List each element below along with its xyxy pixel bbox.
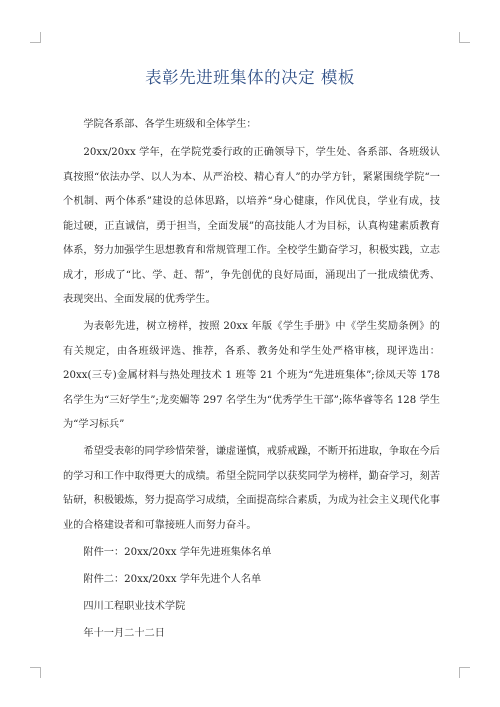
crop-mark-bottom-right (459, 667, 470, 678)
paragraph-3: 希望受表彰的同学珍惜荣誉，谦虚谨慎，戒骄戒躁，不断开拓进取，争取在今后的学习和工作中取得更大的成绩。希望全院同学以获奖同学为榜样，勤奋学习，刻苦钻研，积极锻炼，努力提高学习成绩，全面提高综合素质，为成为社会主义现代化事业的合格建设者和可靠接班人而努力奋斗。 (63, 446, 440, 531)
salutation: 学院各系部、各学生班级和全体学生： (83, 119, 257, 130)
organization-name: 四川工程职业技术学院 (83, 600, 186, 612)
attachment-1: 附件一：20xx/20xx 学年先进班集体名单 (83, 546, 272, 558)
crop-mark-bottom-left (30, 667, 41, 678)
paragraph-2: 为表彰先进，树立榜样，按照 20xx 年版《学生手册》中《学生奖励条例》的有关规定，由各班级评选、推荐，各系、教务处和学生处严格审核，现评选出：20xx(三专)金属材料与热处理技术 1 班等 21 个班为“先进班集体”;徐凤天等 178 名学生为“三好学生”;龙奕媚等 297 名学生为“优秀学生干部”;陈华睿等名 128 学生为“学习标兵” (63, 321, 440, 430)
document-date: 年十一月二十二日 (83, 627, 165, 639)
document-title: 表彰先进班集体的决定 模板 (145, 68, 355, 87)
document-body (63, 113, 440, 649)
crop-mark-top-right (459, 32, 470, 43)
paragraph-1: 20xx/20xx 学年，在学院党委行政的正确领导下，学生处、各系部、各班级认真按照“依法办学、以人为本、从严治校、精心育人”的办学方针，紧紧围绕学院“一个机制、两个体系”建设的总体思路，以培养“身心健康，作风优良，学业有成，技能过硬，正直诚信，勇于担当，全面发展”的高技能人才为目标，认真构建素质教育体系，努力加强学生思想教育和常规管理工作。全校学生勤奋学习，积极实践，立志成才，形成了“比、学、赶、帮”，争先创优的良好局面，涌现出了一批成绩优秀、表现突出、全面发展的优秀学生。 (63, 147, 440, 305)
crop-mark-top-left (30, 32, 41, 43)
attachment-2: 附件二：20xx/20xx 学年先进个人名单 (83, 573, 262, 585)
